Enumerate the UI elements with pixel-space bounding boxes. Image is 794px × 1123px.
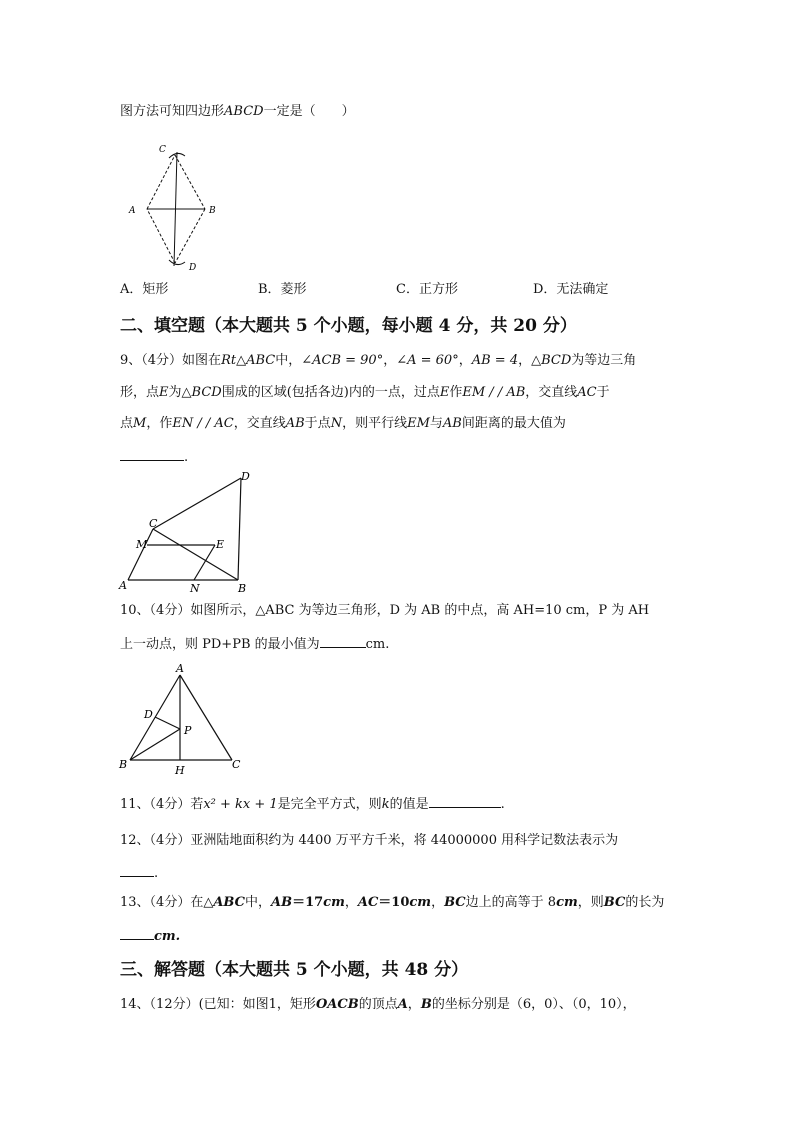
q12-answer-blank[interactable] (120, 864, 154, 877)
q12-line2: . (120, 864, 158, 882)
q14-line1: 14、（12分）(已知：如图1，矩形OACB的顶点A，B的坐标分别是（6，0）、（0，10）， (120, 997, 636, 1012)
q9-line3: 点M，作EN / / AC，交直线AB于点N，则平行线EM与AB间距离的最大值为 (120, 416, 566, 431)
q8-da-dash (147, 209, 175, 263)
q9-line4: . (120, 448, 188, 466)
q10-figure (115, 660, 255, 780)
q10-label-A: A (176, 662, 184, 675)
q9-answer-blank[interactable] (120, 448, 184, 461)
section2-heading: 二、填空题（本大题共 5 个小题，每小题 4 分，共 20 分） (120, 316, 577, 336)
q10-label-H: H (175, 764, 185, 777)
q9-label-B: B (238, 582, 247, 595)
q10-dp (155, 717, 180, 729)
q10-label-D: D (144, 708, 153, 721)
q13-line1: 13、（4分）在△ABC中，AB＝17cm，AC＝10cm，BC边上的高等于 8cm，则BC的长为 (120, 895, 665, 910)
q9-label-E: E (216, 538, 225, 551)
section3-heading: 三、解答题（本大题共 5 个小题，共 48 分） (120, 960, 469, 980)
q9-en (194, 545, 215, 580)
q8-option-b[interactable]: B．菱形 (258, 282, 307, 297)
q8-option-c[interactable]: C．正方形 (396, 282, 458, 297)
q8-rhombus-figure (125, 142, 225, 272)
q9-label-M: M (136, 538, 148, 551)
q8-label-C: C (159, 145, 166, 155)
q8-label-A: A (129, 206, 136, 216)
q8-label-D: D (189, 263, 197, 273)
q11-answer-blank[interactable] (429, 795, 501, 808)
q10-answer-blank[interactable] (320, 635, 366, 648)
q11-line: 11、（4分）若x² + kx + 1是完全平方式，则k的值是 . (120, 797, 505, 812)
q8-arc-bottom (169, 260, 185, 265)
q10-label-C: C (232, 758, 241, 771)
q8-option-d[interactable]: D．无法确定 (533, 282, 609, 297)
q8-stem: 图方法可知四边形ABCD一定是（ ） (120, 104, 355, 119)
q9-cd (153, 478, 241, 529)
q9-label-C: C (149, 517, 158, 530)
q8-ac-dash (147, 155, 175, 209)
q9-label-N: N (190, 582, 200, 595)
q10-label-P: P (184, 724, 192, 737)
q9-line2: 形，点E为△BCD围成的区域(包括各边)内的一点，过点E作EM / / AB，交直线AC于 (120, 385, 610, 400)
q13-line2: cm. (120, 927, 180, 945)
q9-label-A: A (119, 579, 127, 592)
q8-option-a[interactable]: A．矩形 (120, 282, 169, 297)
q13-answer-blank[interactable] (120, 927, 154, 940)
q9-figure (115, 468, 275, 598)
q10-label-B: B (119, 758, 128, 771)
q9-label-D: D (241, 470, 250, 483)
q8-label-B: B (209, 206, 216, 216)
q12-line1: 12、（4分）亚洲陆地面积约为 4400 万平方千米，将 44000000 用科学记数法表示为 (120, 833, 619, 848)
q10-line2: 上一动点，则 PD+PB 的最小值为 cm. (120, 637, 390, 652)
q9-ac (128, 529, 153, 580)
q10-bp (130, 729, 180, 760)
q9-db (238, 478, 241, 580)
q10-ac (180, 675, 232, 760)
q8-cb-dash (175, 155, 205, 209)
q9-cb (153, 529, 238, 580)
q10-line1: 10、（4分）如图所示，△ABC 为等边三角形，D 为 AB 的中点，高 AH=10 cm，P 为 AH (120, 603, 650, 618)
q9-line1: 9、（4分）如图在Rt△ABC中，∠ACB = 90°，∠A = 60°，AB = 4，△BCD为等边三角 (120, 353, 637, 368)
q8-bd-dash (175, 209, 205, 263)
